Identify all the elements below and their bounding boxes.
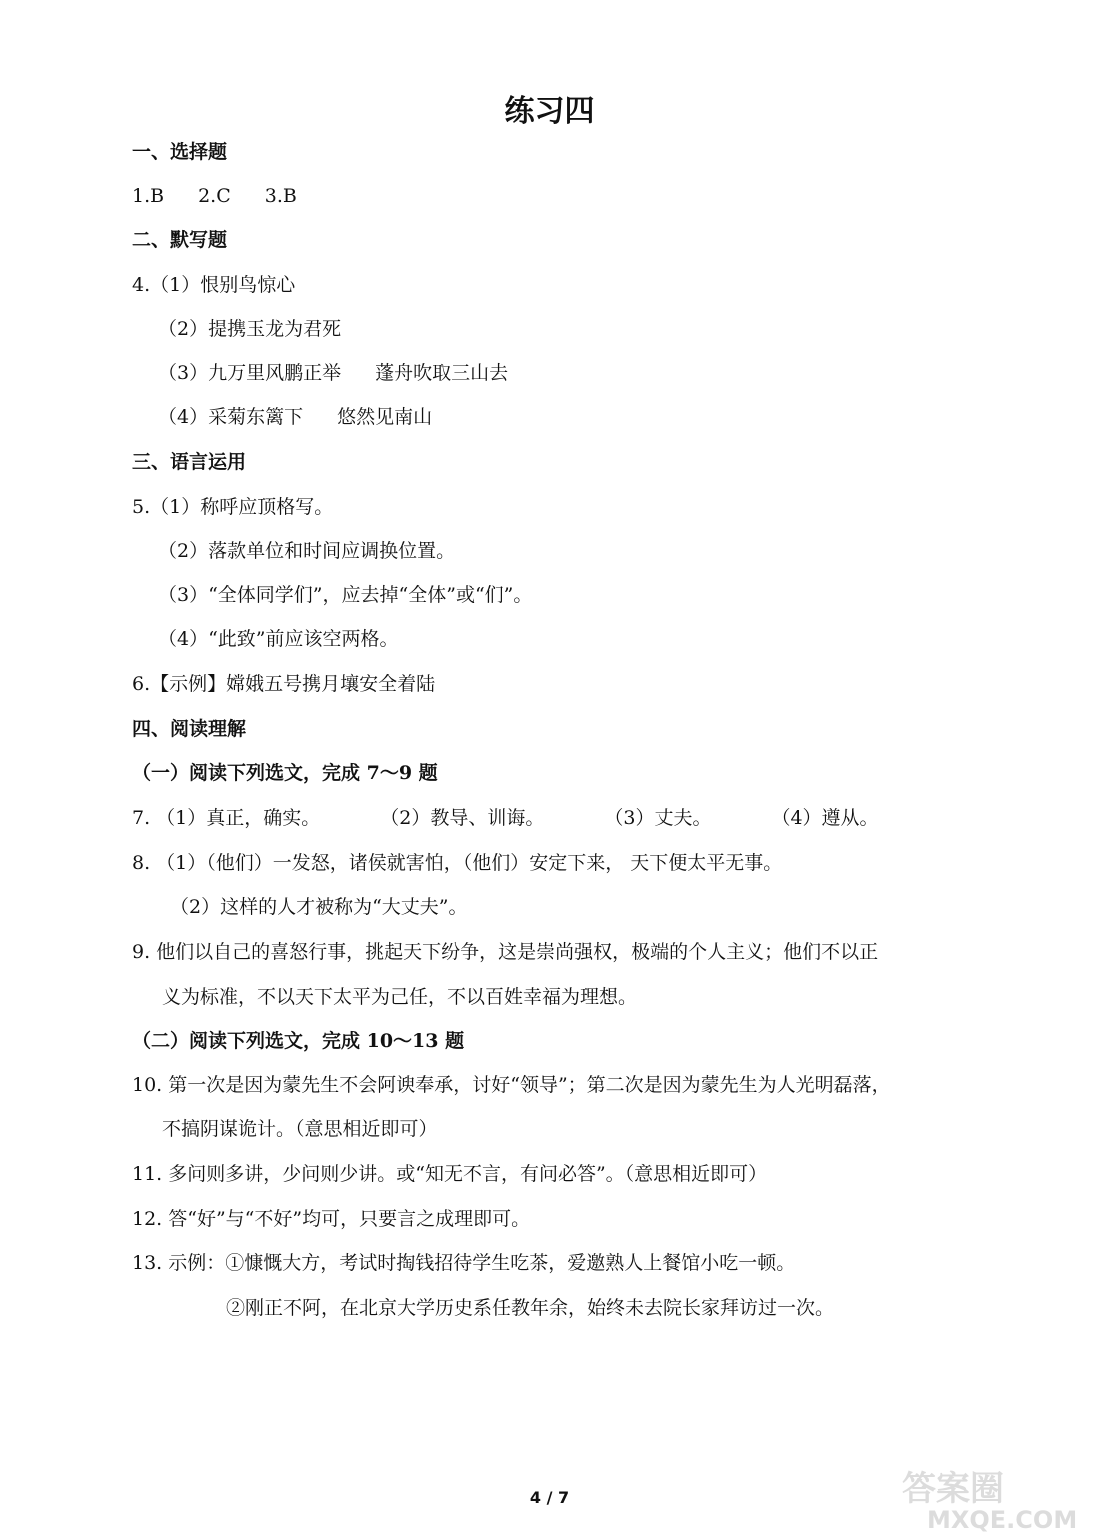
answer-2: 2.C [198,185,231,207]
answer-5-2: （2）落款单位和时间应调换位置。 [158,540,456,562]
answer-7-2: （2）教导、训诲。 [380,807,545,829]
answer-1: 1.B [132,185,165,207]
subsection-heading-1: （一）阅读下列选文，完成 7～9 题 [132,762,438,784]
answer-4-4 [158,405,432,429]
answer-5-4: （4）“此致”前应该空两格。 [158,628,399,650]
answer-12: 12. 答“好”与“不好”均可，只要言之成理即可。 [132,1208,531,1230]
answer-10-line1: 10. 第一次是因为蒙先生不会阿谀奉承，讨好“领导”；第二次是因为蒙先生为人光明磊落， [132,1074,891,1096]
page-title: 练习四 [504,94,595,129]
answer-8-1: 8. （1）（他们）一发怒，诸侯就害怕，（他们）安定下来， 天下便太平无事。 [132,852,783,874]
answer-7 [132,806,879,830]
page-number: 4 / 7 [529,1488,570,1507]
answer-13-line1: 13. 示例：①慷慨大方，考试时掏钱招待学生吃茶，爱邀熟人上餐馆小吃一顿。 [132,1252,796,1274]
answer-9-line2: 义为标准，不以天下太平为己任，不以百姓幸福为理想。 [162,986,638,1008]
watermark-graphic [897,1462,1087,1532]
answer-11: 11. 多问则多讲，少问则少讲。或“知无不言，有问必答”。（意思相近即可） [132,1163,768,1185]
section-heading-reading: 四、阅读理解 [132,718,247,740]
answer-7-3: （3）丈夫。 [604,807,712,829]
answer-6: 6.【示例】嫦娥五号携月壤安全着陆 [132,673,436,695]
answer-8-2: （2）这样的人才被称为“大丈夫”。 [170,896,468,918]
watermark-text: 答案圈 [902,1469,1004,1509]
subsection-heading-2: （二）阅读下列选文，完成 10～13 题 [132,1030,465,1052]
answer-5-3: （3）“全体同学们”，应去掉“全体”或“们”。 [158,584,533,606]
answer-3: 3.B [264,185,297,207]
answer-9-line1: 9. 他们以自己的喜怒行事，挑起天下纷争，这是崇尚强权，极端的个人主义；他们不以正 [132,941,879,963]
answer-4-3-part2: 蓬舟吹取三山去 [375,362,509,384]
section-heading-language: 三、语言运用 [132,451,247,473]
choice-answers [132,184,297,208]
watermark-url: MXQE.COM [927,1506,1078,1532]
answer-7-1: 7. （1）真正，确实。 [132,807,321,829]
answer-4-1: 4.（1）恨别鸟惊心 [132,274,296,296]
section-heading-choice: 一、选择题 [132,141,228,163]
answer-10-line2: 不搞阴谋诡计。（意思相近即可） [162,1118,438,1140]
answer-4-3-part1: （3）九万里风鹏正举 [158,362,342,384]
answer-4-4-part2: 悠然见南山 [337,406,433,428]
answer-7-4: （4）遵从。 [771,807,879,829]
answer-5-1: 5.（1）称呼应顶格写。 [132,496,334,518]
answer-4-2: （2）提携玉龙为君死 [158,318,342,340]
watermark-logo [897,1462,1087,1532]
answer-13-line2: ②刚正不阿，在北京大学历史系任教年余，始终未去院长家拜访过一次。 [226,1297,835,1319]
answer-4-3 [158,361,508,385]
section-heading-dictation: 二、默写题 [132,229,228,251]
answer-4-4-part1: （4）采菊东篱下 [158,406,304,428]
